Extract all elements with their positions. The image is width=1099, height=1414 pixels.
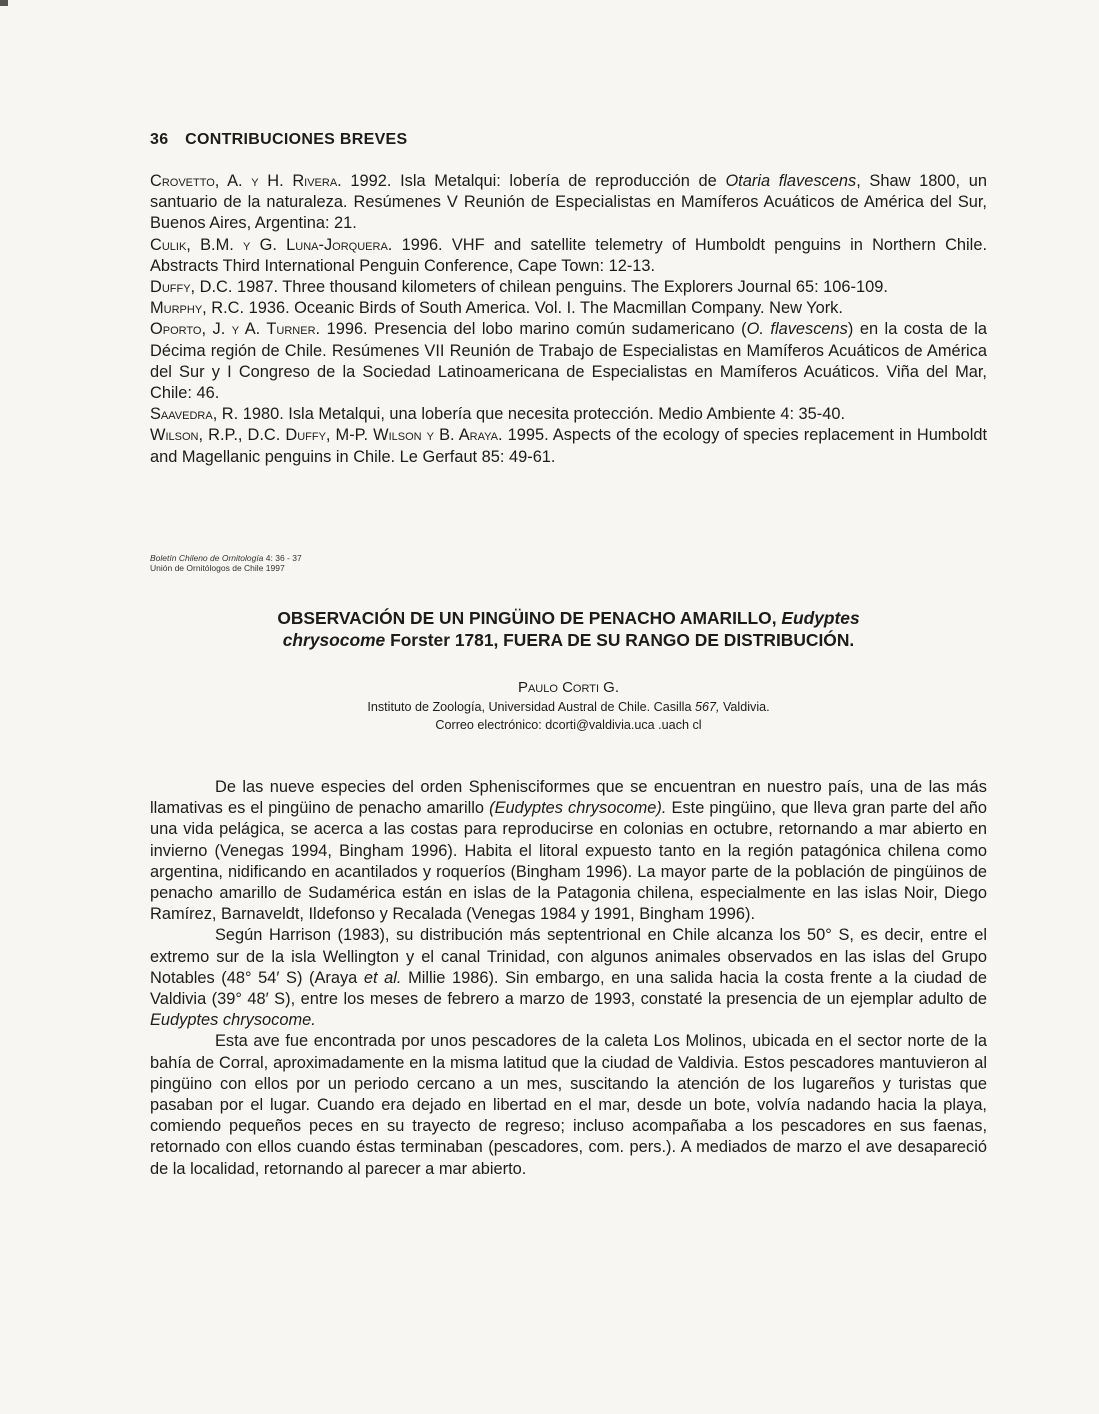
reference-item (150, 171, 987, 235)
reference-text: 1996. VHF and satellite telemetry of Humboldt penguins in Northern Chile. Abstracts Third International Penguin Conference, Cape Town: 12-13. (150, 235, 987, 275)
affiliation-text: Instituto de Zoología, Universidad Austral de Chile. Casilla (367, 700, 695, 714)
references-list (150, 171, 987, 468)
article-author: Paulo Corti G. (517, 679, 620, 696)
title-text-end: Forster 1781, FUERA DE SU RANGO DE DISTRIBUCIÓN. (385, 630, 855, 650)
paragraph-text: Esta ave fue encontrada por unos pescadores de la caleta Los Molinos, ubicada en el sector norte de la bahía de Corral, aproximadamente en la misma latitud que la ciudad de Valdivia. Estos pescadores mantuvieron al pingüino con ellos por un periodo cercano a un mes, suscitando la atención de los lugareños y turistas que pasaban por el lugar. Cuando era dejado en libertad en el mar, desde un bote, volvía nadando hacia la playa, comiendo pequeños peces en su trayecto de regreso; incluso acompañaba a los pescadores en sus faenas, retornado con ellos cuando éstas terminaban (pescadores, com. pers.). A mediados de marzo el ave desapareció de la localidad, retornando al parecer a mar abierto. (150, 1032, 987, 1178)
journal-volume: 4: 36 - 37 (263, 553, 302, 563)
paragraph-text: Según Harrison (1983), su distribución más septentrional en Chile alcanza los 50° S, es decir, entre el extremo sur de la isla Wellington y el canal Trinidad, con algunos animales observados en las islas del Grupo Notables (48° 54′ S) (Araya (150, 926, 987, 987)
paragraph-italic: et al. (363, 968, 402, 987)
reference-item (150, 235, 987, 277)
author-email: Correo electrónico: dcorti@valdivia.uca .uach cl (435, 718, 702, 732)
author-affiliation (150, 698, 987, 734)
reference-item (150, 425, 987, 467)
paragraph-text: Millie 1986). Sin embargo, en una salida hacia la costa frente a la ciudad de Valdivia (39° 48′ S), entre los meses de febrero a marzo de 1993, constaté la presencia de un ejemplar adulto de (150, 968, 987, 1009)
title-text: OBSERVACIÓN DE UN PINGÜINO DE PENACHO AMARILLO, (277, 608, 782, 628)
article-body (150, 777, 987, 1180)
journal-name: Boletín Chileno de Ornitología (150, 553, 264, 563)
reference-authors: Duffy, D.C. (150, 278, 233, 297)
paragraph-italic: (Eudyptes chrysocome). (489, 799, 667, 818)
page-number: 36 (150, 131, 169, 148)
reference-item (150, 319, 987, 404)
reference-text: 1992. Isla Metalqui: lobería de reproducción de (341, 172, 726, 190)
reference-text-after: , Shaw 1800, un santuario de la naturaleza. Resúmenes V Reunión de Especialistas en Mamíferos Acuáticos de América del Sur, Buenos Aires, Argentina: 21. (150, 172, 987, 233)
reference-italic: O. flavescens (746, 320, 848, 339)
reference-authors: Saavedra, R. (150, 405, 239, 424)
running-header (150, 131, 407, 149)
title-species: chrysocome (282, 630, 386, 650)
paragraph-text: Este pingüino, que lleva gran parte del año una vida pelágica, se acerca a las costas para reproducirse en colonias en octubre, retornando a mar abierto en invierno (Venegas 1994, Bingham 1996). Habita el litoral expuesto tanto en la región patagónica chilena como argentina, nidificando en acantilados y roqueríos (Bingham 1996). La mayor parte de la población de pingüinos de penacho amarillo de Sudamérica están en islas de la Patagonia chilena, especialmente en las islas Noir, Diego Ramírez, Barnaveldt, Ildefonso y Recalada (Venegas 1984 y 1991, Bingham 1996). (150, 799, 988, 924)
reference-text: 1936. Oceanic Birds of South America. Vol. I. The Macmillan Company. New York. (244, 299, 843, 318)
section-title: CONTRIBUCIONES BREVES (185, 131, 408, 148)
reference-text-after: ) en la costa de la Décima región de Chile. Resúmenes VII Reunión de Trabajo de Especialistas en Mamíferos Acuáticos de América del Sur y I Congreso de la Sociedad Latinoamericana de Especialistas en Mamíferos Acuáticos. Viña del Mar, Chile: 46. (150, 320, 987, 403)
reference-item (150, 298, 987, 319)
body-paragraph (150, 925, 987, 1031)
body-paragraph (150, 777, 987, 925)
affiliation-box: 567, (694, 700, 720, 714)
scan-edge-mark (0, 0, 8, 6)
reference-authors: Crovetto, A. y H. Rivera. (150, 172, 342, 190)
reference-authors: Culik, B.M. y G. Luna-Jorquera. (150, 235, 393, 254)
paragraph-italic: Eudyptes chrysocome. (150, 1011, 316, 1030)
journal-publisher: Unión de Ornitólogos de Chile 1997 (150, 563, 285, 573)
paragraph-text: De las nueve especies del orden Sphenisciformes que se encuentran en nuestro país, una de las más llamativas es el pingüino de penacho amarillo (150, 778, 987, 818)
reference-authors: Murphy, R.C. (150, 299, 245, 318)
reference-text: 1987. Three thousand kilometers of chilean penguins. The Explorers Journal 65: 106-109. (232, 278, 888, 297)
reference-item (150, 277, 987, 298)
article-title (150, 607, 987, 651)
body-paragraph (150, 1031, 987, 1179)
reference-text: 1980. Isla Metalqui, una lobería que necesita protección. Medio Ambiente 4: 35-40. (238, 405, 846, 424)
affiliation-city: Valdivia. (719, 700, 770, 714)
title-genus: Eudyptes (781, 608, 860, 628)
reference-item (150, 404, 987, 425)
reference-italic: Otaria flavescens (725, 172, 857, 190)
reference-text: 1995. Aspects of the ecology of species replacement in Humboldt and Magellanic penguins in Chile. Le Gerfaut 85: 49-61. (150, 426, 988, 466)
reference-authors: Wilson, R.P., D.C. Duffy, M-P. Wilson y B. Araya. (150, 426, 503, 445)
journal-source-note (150, 553, 302, 573)
reference-text: 1996. Presencia del lobo marino común sudamericano ( (320, 320, 747, 339)
reference-authors: Oporto, J. y A. Turner. (150, 320, 321, 339)
